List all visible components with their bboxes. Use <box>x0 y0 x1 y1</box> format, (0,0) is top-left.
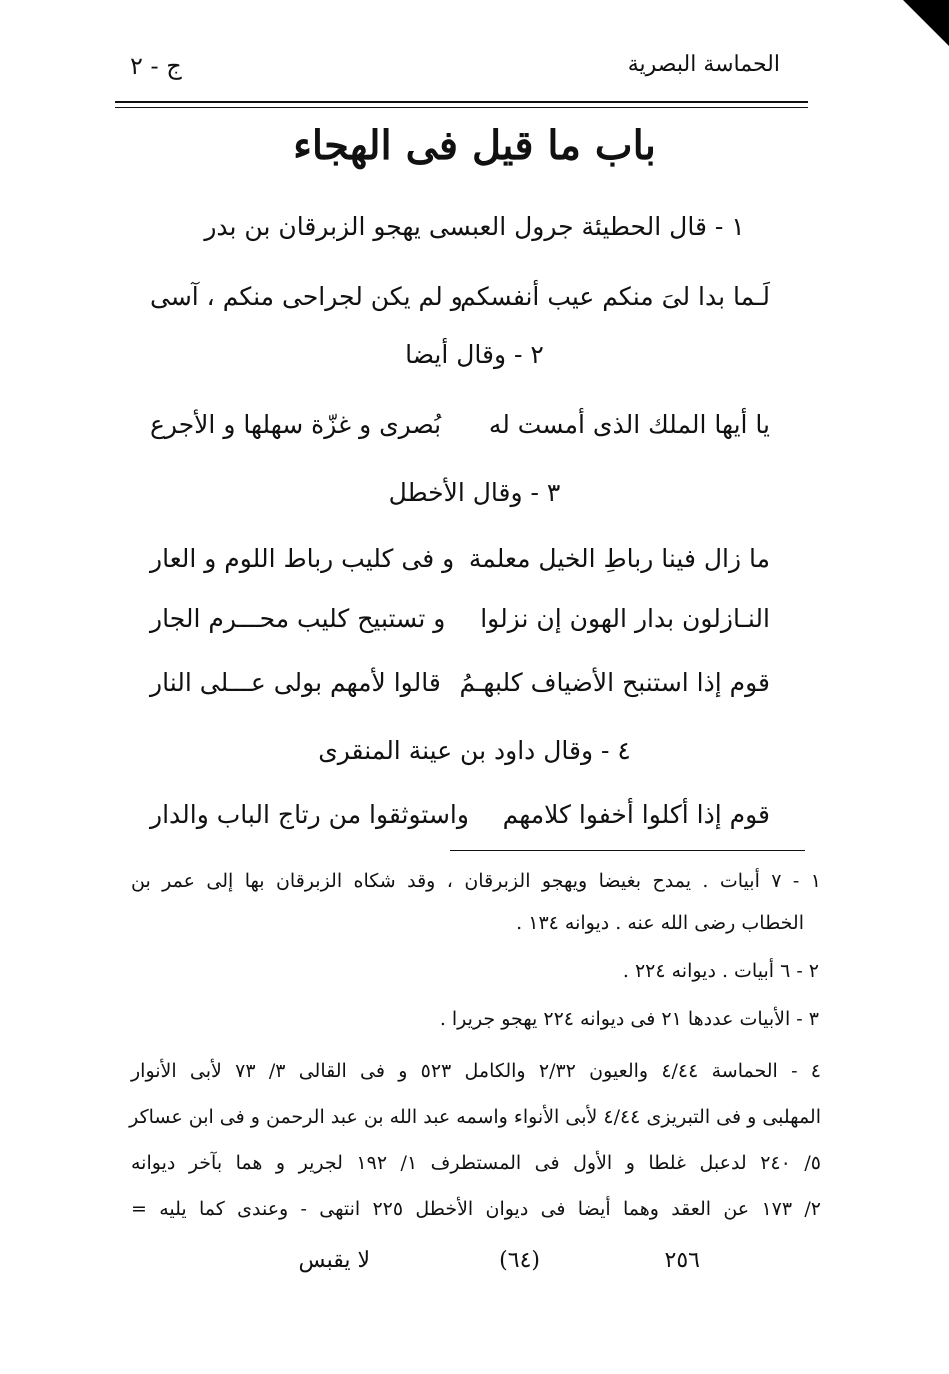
running-header <box>130 52 780 92</box>
verse-first-hemistich: يا أيها الملك الذى أمست له <box>488 410 770 439</box>
stamp-text: لا يقبس <box>298 1248 370 1273</box>
signature-mark: (٦٤) <box>499 1248 540 1273</box>
verse-second-hemistich: قالوا لأمهم بولى عـــلى النار <box>150 668 441 697</box>
book-title: الحماسة البصرية <box>627 52 780 77</box>
verse-second-hemistich: و تستبيح كليب محـــرم الجار <box>150 604 446 633</box>
footnote-line: المهلبى و فى التبريزى ٤/٤٤ لأبى الأنواء واسمه عبد الله بن عبد الرحمن و فى ابن عساكر <box>129 1106 821 1128</box>
section-heading: ٣ - وقال الأخطل <box>388 478 561 507</box>
footnote-line: ٢/ ١٧٣ عن العقد وهما أيضا فى ديوان الأخطل ٢٢٥ انتهى - وعندى كما يليه = <box>131 1198 821 1220</box>
footnote-rule <box>450 850 805 851</box>
page-number: ٢٥٦ <box>664 1248 700 1273</box>
verse-second-hemistich: و فى كليب رباط اللوم و العار <box>150 544 455 573</box>
verse-second-hemistich: واستوثقوا من رتاج الباب والدار <box>150 800 469 829</box>
verse-first-hemistich: قوم إذا أكلوا أخفوا كلامهم <box>502 800 770 829</box>
verse <box>150 282 770 318</box>
footnote-line: ١ - ٧ أبيات . يمدح بغيضا ويهجو الزبرقان ، وقد شكاه الزبرقان بها إلى عمر بن <box>131 870 821 892</box>
verse <box>150 544 770 580</box>
verse-second-hemistich: بُصرى و غزّة سهلها و الأجرع <box>150 410 442 439</box>
verse-second-hemistich: و لم يكن لجراحى منكم ، آسى <box>150 282 463 311</box>
footnote-line: ٢ - ٦ أبيات . ديوانه ٢٢٤ . <box>622 960 819 982</box>
footnote-line: ٤ - الحماسة ٤/٤٤ والعيون ٢/٣٢ والكامل ٥٢٣ و فى القالى ٣/ ٧٣ لأبى الأنوار <box>131 1060 821 1082</box>
verse-first-hemistich: قوم إذا استنبح الأضياف كلبهـمُ <box>459 668 770 697</box>
corner-mark <box>903 0 949 46</box>
footnote-line: ٥/ ٢٤٠ لدعبل غلطا و الأول فى المستطرف ١/ ١٩٢ لجرير و هما بآخر ديوانه <box>131 1152 821 1174</box>
section-heading: ٢ - وقال أيضا <box>405 340 544 369</box>
header-rule-thin <box>115 107 808 108</box>
verse-first-hemistich: ما زال فينا رباطِ الخيل معلمة <box>468 544 770 573</box>
section-heading: ٤ - وقال داود بن عينة المنقرى <box>318 736 631 765</box>
verse <box>150 410 770 446</box>
volume-number: ج - ٢ <box>130 52 182 80</box>
footnote-line: ٣ - الأبيات عددها ٢١ فى ديوانه ٢٢٤ يهجو جريرا . <box>439 1008 819 1030</box>
chapter-title: باب ما قيل فى الهجاء <box>293 122 656 169</box>
verse <box>150 604 770 640</box>
header-rule <box>115 101 808 103</box>
section-heading: ١ - قال الحطيئة جرول العبسى يهجو الزبرقان بن بدر <box>204 212 745 241</box>
verse-first-hemistich: لَـما بدا لىَ منكم عيب أنفسكم <box>460 282 770 311</box>
verse <box>150 668 770 704</box>
verse <box>150 800 770 836</box>
page-footer <box>140 1248 700 1288</box>
footnote-line: الخطاب رضى الله عنه . ديوانه ١٣٤ . <box>516 912 804 934</box>
verse-first-hemistich: النـازلون بدار الهون إن نزلوا <box>480 604 770 633</box>
